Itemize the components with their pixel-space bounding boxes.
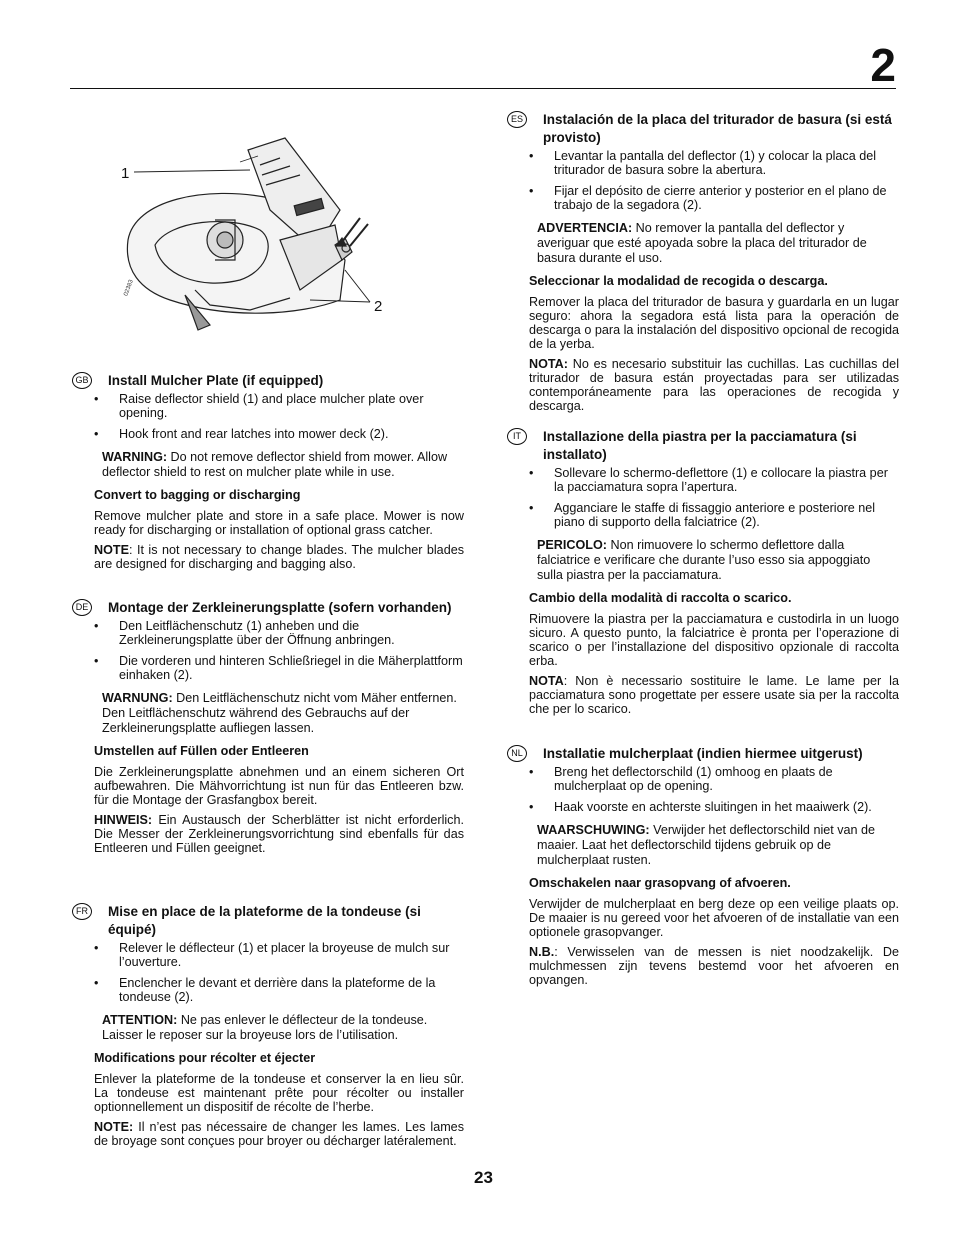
language-badge-es: ES bbox=[507, 111, 527, 128]
section-nl bbox=[507, 745, 899, 993]
section-gb bbox=[72, 372, 464, 577]
list-item: • Agganciare le staffe di fissaggio anteriore e posteriore nel piano di supporto della falciatrice (2). bbox=[507, 501, 899, 529]
paragraph: Enlever la plateforme de la tondeuse et conserver la en lieu sûr. La tondeuse est maintenant prête pour récolter ou installer optionnellement un dispositif de récolte de l’herbe. bbox=[94, 1072, 464, 1114]
subheading: Seleccionar la modalidad de recogida o descarga. bbox=[529, 274, 828, 288]
list-item: • Hook front and rear latches into mower deck (2). bbox=[72, 427, 464, 441]
note: HINWEIS: Ein Austausch der Scherblätter ist nicht erforderlich. Die Messer der Zerkleinerungsvorrichtung sind ebenfalls für das Entleeren und Füllen geeignet. bbox=[94, 813, 464, 855]
list-item: • Relever le déflecteur (1) et placer la broyeuse de mulch sur l’ouverture. bbox=[72, 941, 464, 969]
bullet-list bbox=[72, 941, 464, 1004]
section-title: Installazione della piastra per la pacciamatura (si installato) bbox=[543, 429, 857, 462]
warning-note: ADVERTENCIA: No remover la pantalla del deflector y averiguar que esté apoyada sobre la placa del triturador de basura durante el uso. bbox=[537, 221, 867, 265]
paragraph: Remover la placa del triturador de basura y guardarla en un lugar seguro: ahora la segadora está lista para la operación de descarga o para la instalación del dispositivo opcional de recogida de la yerba. bbox=[529, 295, 899, 351]
list-item: • Levantar la pantalla del deflector (1) y colocar la placa del triturador de basura sobre la abertura. bbox=[507, 149, 899, 177]
list-item: • Die vorderen und hinteren Schließriegel in die Mäherplattform einhaken (2). bbox=[72, 654, 464, 682]
section-title: Mise en place de la plateforme de la tondeuse (si équipé) bbox=[108, 904, 421, 937]
paragraph: Rimuovere la piastra per la pacciamatura e custodirla in un luogo sicuro. A questo punto, la falciatrice è pronta per l’operazione di scarico o per l’installazione del dispositivo opzionale di raccolta erba. bbox=[529, 612, 899, 668]
section-title: Installatie mulcherplaat (indien hiermee uitgerust) bbox=[543, 746, 863, 761]
bullet-list bbox=[72, 392, 464, 441]
note: NOTA: No es necesario substituir las cuchillas. Las cuchillas del triturador de basura están proyectadas para ser utilizadas contemporáneamente para las operaciones de recogida y descarga. bbox=[529, 357, 899, 413]
figure-code: 02383 bbox=[123, 279, 135, 297]
bullet-list bbox=[72, 619, 464, 682]
section-de bbox=[72, 599, 464, 861]
section-title: Montage der Zerkleinerungsplatte (sofern vorhanden) bbox=[108, 600, 452, 615]
bullet-list bbox=[507, 149, 899, 212]
list-item: • Haak voorste en achterste sluitingen in het maaiwerk (2). bbox=[507, 800, 899, 814]
paragraph: Verwijder de mulcherplaat en berg deze op een veilige plaats op. De maaier is nu gereed voor het afvoeren of de installatie van een optionele grasopvanger. bbox=[529, 897, 899, 939]
warning-note: WARNING: Do not remove deflector shield from mower. Allow deflector shield to rest on mulcher plate while in use. bbox=[102, 450, 448, 479]
section-es bbox=[507, 111, 899, 419]
list-item: • Sollevare lo schermo-deflettore (1) e collocare la piastra per la pacciamatura sopra l’apertura. bbox=[507, 466, 899, 494]
bullet-list bbox=[507, 466, 899, 529]
note: NOTE: It is not necessary to change blades. The mulcher blades are designed for discharging and bagging also. bbox=[94, 543, 464, 571]
bullet-list bbox=[507, 765, 899, 814]
language-badge-de: DE bbox=[72, 599, 92, 616]
subheading: Convert to bagging or discharging bbox=[94, 488, 301, 502]
chapter-number: 2 bbox=[870, 39, 896, 91]
language-badge-nl: NL bbox=[507, 745, 527, 762]
paragraph: Remove mulcher plate and store in a safe place. Mower is now ready for discharging or installation of optional grass catcher. bbox=[94, 509, 464, 537]
page-number: 23 bbox=[474, 1168, 493, 1187]
subheading: Omschakelen naar grasopvang of afvoeren. bbox=[529, 876, 791, 890]
note: NOTE: Il n’est pas nécessaire de changer les lames. Les lames de broyage sont conçues pour broyer ou décharger latéralement. bbox=[94, 1120, 464, 1148]
section-title: Instalación de la placa del triturador de basura (si está provisto) bbox=[543, 112, 892, 145]
language-badge-gb: GB bbox=[72, 372, 92, 389]
section-it bbox=[507, 428, 899, 722]
warning-note: WARNUNG: Den Leitflächenschutz nicht vom Mäher entfernen. Den Leitflächenschutz während des Gebrauchs auf der Zerkleinerungsplatte aufliegen lassen. bbox=[102, 691, 457, 735]
header-rule bbox=[70, 88, 896, 89]
figure-label-1: 1 bbox=[121, 165, 130, 182]
mower-deck-illustration bbox=[110, 130, 400, 340]
warning-note: WAARSCHUWING: Verwijder het deflectorschild niet van de maaier. Laat het deflectorschild tijdens gebruik op de mulcherplaat rusten. bbox=[537, 823, 876, 867]
note: N.B.: Verwisselen van de messen is niet noodzakelijk. De mulchmessen zijn tevens bestemd voor het afvoeren en opvangen. bbox=[529, 945, 899, 987]
section-title: Install Mulcher Plate (if equipped) bbox=[108, 373, 324, 388]
section-fr bbox=[72, 903, 464, 1154]
subheading: Umstellen auf Füllen oder Entleeren bbox=[94, 744, 309, 758]
paragraph: Die Zerkleinerungsplatte abnehmen und an einem sicheren Ort aufbewahren. Die Mähvorrichtung ist nun für das Entleeren bzw. für die Montage der Grasfangbox bereit. bbox=[94, 765, 464, 807]
list-item: • Den Leitflächenschutz (1) anheben und die Zerkleinerungsplatte über der Öffnung anbringen. bbox=[72, 619, 464, 647]
warning-note: ATTENTION: Ne pas enlever le déflecteur de la tondeuse. Laisser le reposer sur la broyeuse lors de l’utilisation. bbox=[102, 1013, 428, 1042]
language-badge-fr: FR bbox=[72, 903, 92, 920]
language-badge-it: IT bbox=[507, 428, 527, 445]
warning-note: PERICOLO: Non rimuovere lo schermo deflettore dalla falciatrice e verificare che durante l’uso esso sia appoggiato sulla piastra per la pacciamatura. bbox=[537, 538, 871, 582]
list-item: • Enclencher le devant et derrière dans la plateforme de la tondeuse (2). bbox=[72, 976, 464, 1004]
list-item: • Breng het deflectorschild (1) omhoog en plaats de mulcherplaat op de opening. bbox=[507, 765, 899, 793]
list-item: • Raise deflector shield (1) and place mulcher plate over opening. bbox=[72, 392, 464, 420]
figure-label-2: 2 bbox=[374, 298, 383, 315]
subheading: Modifications pour récolter et éjecter bbox=[94, 1051, 316, 1065]
note: NOTA: Non è necessario sostituire le lame. Le lame per la pacciamatura sono progettate per essere usate sia per la raccolta che per lo scarico. bbox=[529, 674, 899, 716]
list-item: • Fijar el depósito de cierre anterior y posterior en el plano de trabajo de la segadora (2). bbox=[507, 184, 899, 212]
subheading: Cambio della modalità di raccolta o scarico. bbox=[529, 591, 792, 605]
